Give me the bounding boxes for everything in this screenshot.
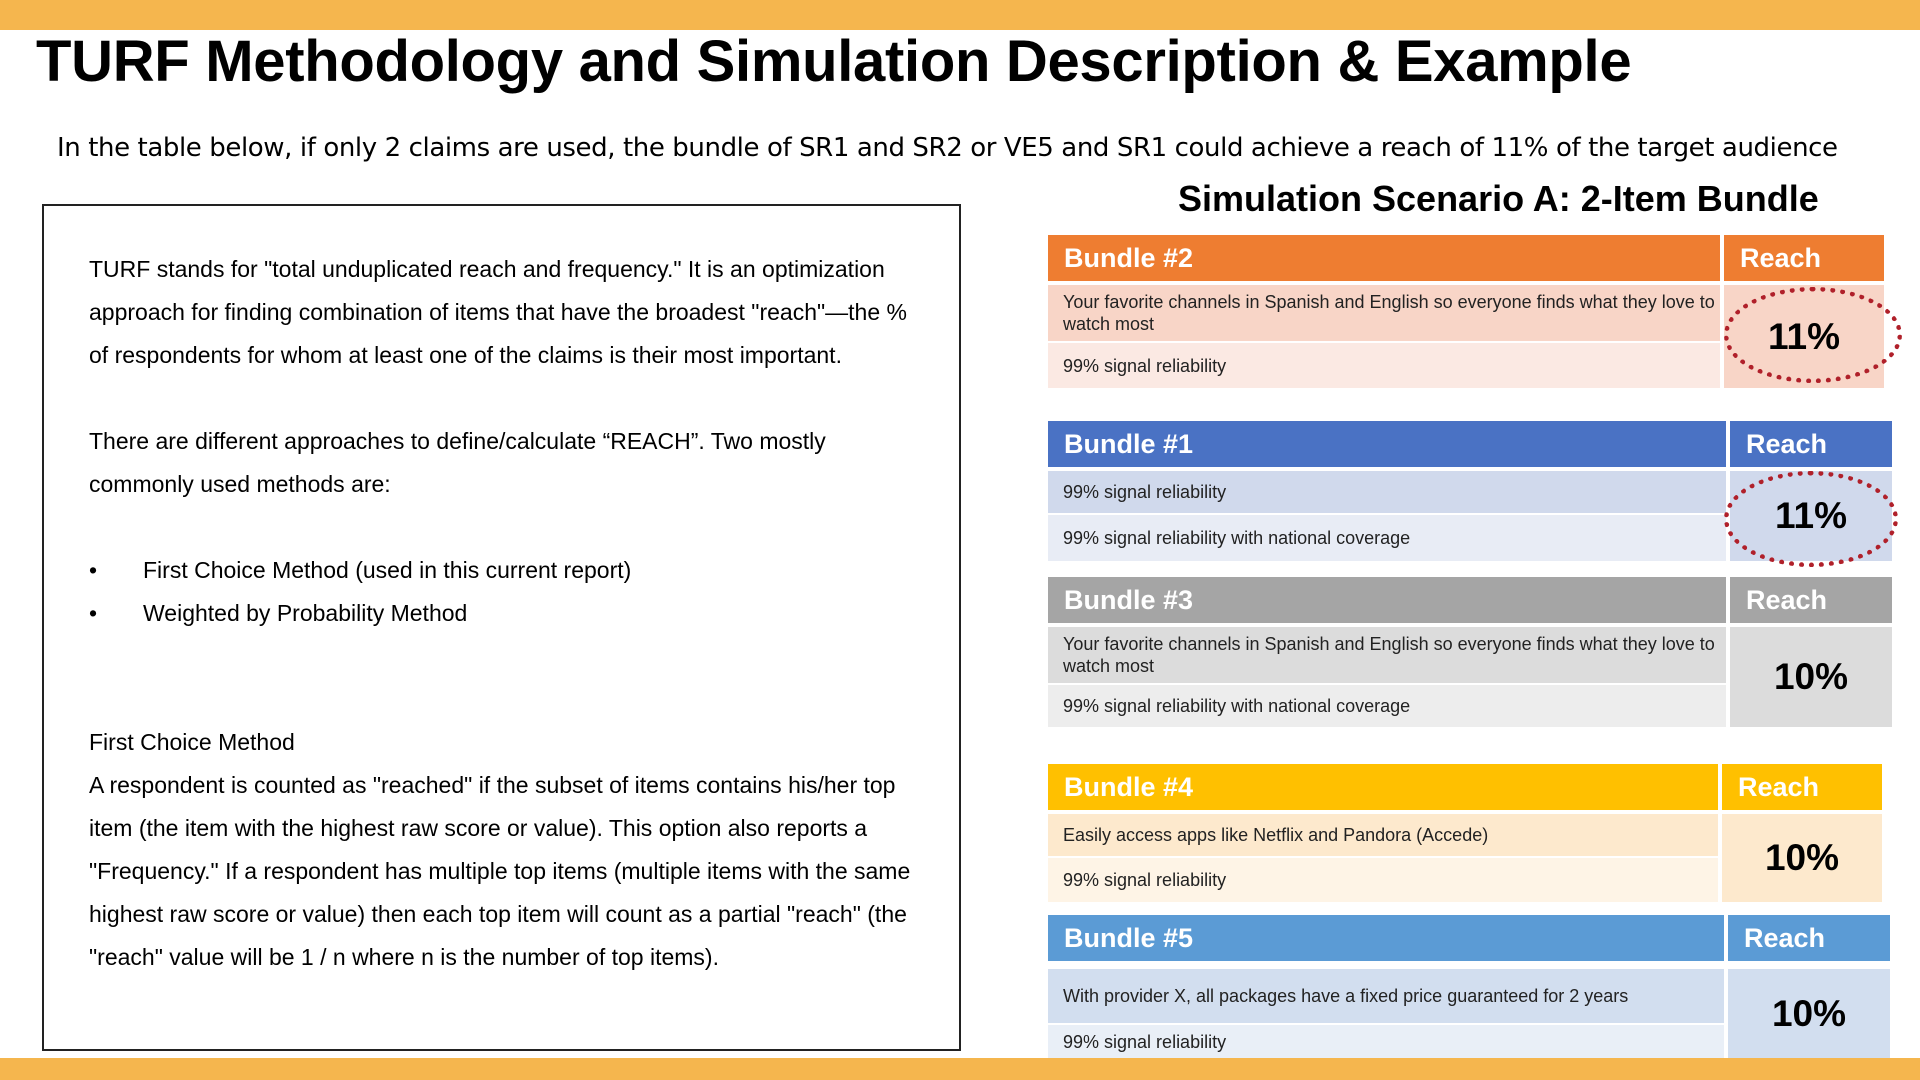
bundle-card [1048,577,1892,727]
claim-row: 99% signal reliability [1048,471,1726,513]
highlight-ring [1724,471,1898,567]
claim-row: With provider X, all packages have a fixed price guaranteed for 2 years [1048,969,1724,1023]
description-panel [42,204,961,1051]
bundle-card [1048,915,1890,1058]
turf-definition: TURF stands for "total unduplicated reach and frequency." It is an optimization approach for finding combination of items that have the broadest "reach"—the % of respondents for whom at least one of the claims is their most important. [89,256,907,368]
reach-value: 11% [1724,285,1884,388]
highlight-ring [1724,287,1902,383]
reach-approaches-intro: There are different approaches to define/calculate “REACH”. Two mostly commonly used methods are: [89,428,826,497]
claim-row: 99% signal reliability [1048,1025,1724,1058]
description-text [89,248,929,979]
bundle-name: Bundle #2 [1048,235,1720,281]
bundle-card [1048,235,1884,388]
bundle-card [1048,764,1882,902]
reach-header: Reach [1730,577,1892,623]
reach-value: 10% [1722,814,1882,902]
method-body: A respondent is counted as "reached" if the subset of items contains his/her top item (the item with the highest raw score or value). This option also reports a "Frequency." If a respondent has multiple top items (multiple items with the same highest raw score or value) then each top item will count as a partial "reach" (the "reach" value will be 1 / n where n is the number of top items). [89,772,911,970]
claim-row: 99% signal reliability with national coverage [1048,515,1726,561]
bundle-name: Bundle #5 [1048,915,1724,961]
page-title: TURF Methodology and Simulation Description & Example [36,29,1632,94]
bundle-name: Bundle #3 [1048,577,1726,623]
bundle-card [1048,421,1892,561]
bundle-name: Bundle #4 [1048,764,1718,810]
reach-value: 10% [1730,627,1892,727]
bundle-name: Bundle #1 [1048,421,1726,467]
bottom-accent-bar [0,1058,1920,1080]
claim-row: Your favorite channels in Spanish and English so everyone finds what they love to watch most [1048,627,1726,683]
reach-value: 11% [1730,471,1892,561]
claim-row: 99% signal reliability [1048,858,1718,902]
claim-row: Easily access apps like Netflix and Pandora (Accede) [1048,814,1718,856]
claim-row: 99% signal reliability with national coverage [1048,685,1726,727]
page-subtitle: In the table below, if only 2 claims are used, the bundle of SR1 and SR2 or VE5 and SR1 could achieve a reach of 11% of the target audience [57,133,1838,163]
reach-header: Reach [1724,235,1884,281]
reach-header: Reach [1728,915,1890,961]
claim-row: 99% signal reliability [1048,343,1720,388]
bullet-item: • Weighted by Probability Method [89,592,929,635]
reach-value: 10% [1728,969,1890,1058]
reach-header: Reach [1722,764,1882,810]
bullet-item: • First Choice Method (used in this current report) [89,549,929,592]
reach-header: Reach [1730,421,1892,467]
claim-row: Your favorite channels in Spanish and English so everyone finds what they love to watch most [1048,285,1720,341]
top-accent-bar [0,0,1920,30]
method-heading: First Choice Method [89,729,295,755]
simulation-title: Simulation Scenario A: 2-Item Bundle [1178,178,1819,219]
